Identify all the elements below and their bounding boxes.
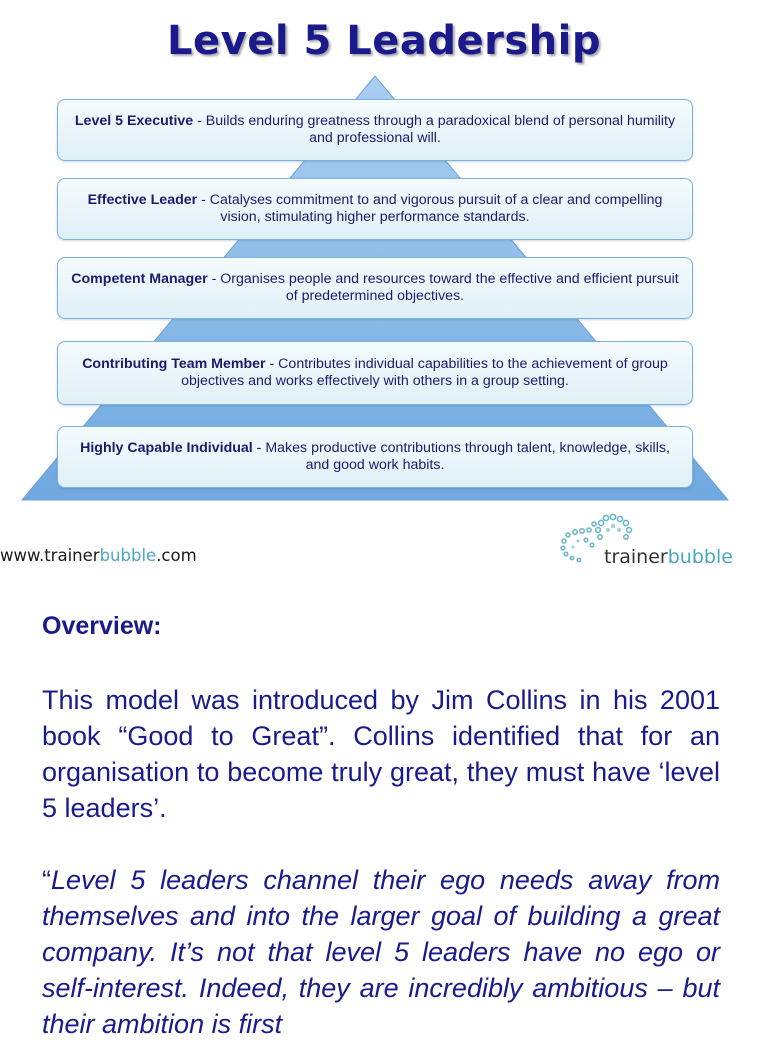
overview-paragraph: This model was introduced by Jim Collins in his 2001 book “Good to Great”. Collins identified that for an organisation to become truly great, they must have ‘level 5 leaders’. — [42, 685, 720, 823]
website-url: www.trainerbubble.com — [0, 546, 197, 565]
level-description: - Builds enduring greatness through a paradoxical blend of personal humility and professional will. — [193, 112, 676, 146]
level-name: Highly Capable Individual — [80, 439, 253, 456]
level-name: Competent Manager — [71, 270, 208, 287]
pyramid-level-1 — [57, 426, 693, 488]
quote-open: “ — [42, 865, 51, 895]
pyramid-level-2 — [57, 341, 693, 405]
quote-body: Level 5 leaders channel their ego needs away from themselves and into the larger goal of building a great company. It’s not that level 5 leaders have no ego or self-interest. Indeed, they are incredibly ambitious – but their ambition is first — [42, 865, 720, 1039]
collins-quote — [42, 862, 720, 1042]
level-name: Effective Leader — [87, 191, 198, 208]
level-description: - Catalyses commitment to and vigorous pursuit of a clear and compelling vision, stimulating higher performance standards. — [197, 191, 663, 225]
pyramid-level-4 — [57, 178, 693, 240]
overview-heading: Overview: — [42, 612, 162, 640]
logo-wordmark: trainerbubble — [604, 546, 733, 568]
level-description: - Makes productive contributions through talent, knowledge, skills, and good work habits. — [252, 439, 670, 473]
level-description: - Organises people and resources toward the effective and efficient pursuit of predetermined objectives. — [207, 270, 679, 304]
level-description: - Contributes individual capabilities to the achievement of group objectives and works effectively with others in a group setting. — [181, 355, 668, 389]
page-title: Level 5 Leadership — [167, 18, 601, 64]
pyramid-level-5 — [57, 99, 693, 161]
pyramid-level-3 — [57, 257, 693, 319]
level-name: Contributing Team Member — [82, 355, 266, 372]
level-name: Level 5 Executive — [74, 112, 194, 129]
